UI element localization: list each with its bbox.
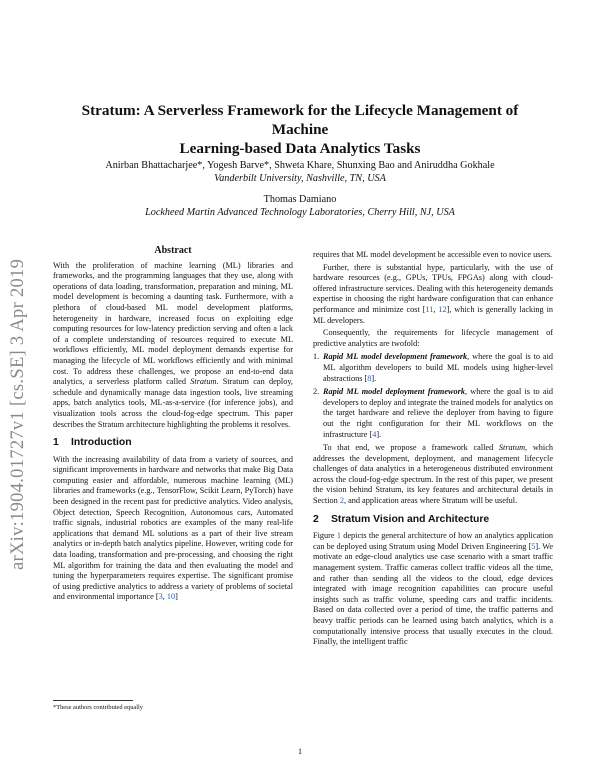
paper-title bbox=[60, 101, 540, 158]
footnote-rule bbox=[53, 700, 133, 701]
citation-link[interactable]: 3 bbox=[158, 592, 163, 602]
arxiv-stamp: arXiv:1904.01727v1 [cs.SE] 3 Apr 2019 bbox=[8, 258, 28, 570]
title-line-1: Stratum: A Serverless Framework for the Lifecycle Management of Machine bbox=[81, 102, 519, 138]
section-heading-introduction bbox=[53, 438, 293, 449]
author-block bbox=[60, 159, 540, 219]
intro-paragraph-4: Consequently, the requirements for lifecycle management of predictive analytics are twofold: bbox=[313, 328, 553, 348]
citation-link[interactable]: 10 bbox=[166, 592, 176, 602]
page-number: 1 bbox=[297, 746, 303, 756]
requirements-list bbox=[313, 352, 553, 440]
citation-link[interactable]: 4 bbox=[372, 429, 377, 439]
intro-paragraph-1: With the increasing availability of data from a variety of sources, and significant improvements in hardware and networks that make Big Data computing easier and affordable, numerous machine learning (ML) libraries and frameworks (e.g., TensorFlow, Scikit Learn, PyTorch) have been designed in the recent past for predictive analytics. Video analysis, Object detection, Speech Recognition, Autonomous cars, Automated traffic signals, industrial robotics are examples of the many real-life applications that demand ML solutions as a part of their live stream analytics or in-depth batch analytics pipeline. However, writing code for data loading, transformation and pre-processing, and choosing the right ML algorithm for training the data and then evaluating the model and tuning the hyperparameters requires expertise. The significant promise of using predictive analytics to address a variety of problems of societal and environmental importance [3, 10] bbox=[53, 454, 293, 602]
intro-paragraph-5: To that end, we propose a framework called Stratum, which addresses the development, deployment, and management lifecycle challenges of data analytics in a heterogeneous distributed environment across the cloud-fog-edge spectrum. In the rest of this paper, we present the vision behind Stratum, its key features and architectural details in Section 2, and application areas where Stratum will be useful. bbox=[313, 443, 553, 506]
section-link[interactable]: 2 bbox=[339, 496, 344, 506]
left-column bbox=[53, 246, 293, 605]
affiliation-1: Vanderbilt University, Nashville, TN, USA bbox=[214, 173, 386, 184]
intro-paragraph-3: Further, there is substantial hype, particularly, with the use of hardware resources (e.g., GPUs, TPUs, FPGAs) along with cloud-offered infrastructure services. Dealing with this heterogeneity demands expertise in choosing the right hardware configuration that can enhance performance and minimize cost [11, 12], which is generally lacking in ML developers. bbox=[313, 262, 553, 325]
figure-link[interactable]: 1 bbox=[336, 531, 341, 541]
right-column bbox=[313, 250, 553, 650]
citation-link[interactable]: 11 bbox=[425, 304, 434, 314]
section-heading-architecture bbox=[313, 515, 553, 526]
intro-paragraph-2: requires that ML model development be accessible even to novice users. bbox=[313, 250, 553, 259]
citation-link[interactable]: 12 bbox=[438, 304, 447, 314]
section-title: Introduction bbox=[71, 437, 132, 449]
list-item: 1. Rapid ML model development framework, where the goal is to aid ML algorithm developers to build ML models using higher-level abstractions [8]. bbox=[313, 352, 553, 383]
abstract-text: With the proliferation of machine learning (ML) libraries and frameworks, and the programming languages that they use, along with operations of data loading, transformation, preparation and mining, ML model development is becoming a daunting task. Furthermore, with a plethora of cloud-based ML model development platforms, heterogeneity in hardware, increased focus on exploiting edge computing resources for low-latency prediction serving and often a lack of a complete understanding of resources required to execute ML workflows efficiently, ML model deployment demands expertise for managing the lifecycle of ML workflows efficiently and with minimal cost. To address these challenges, we propose an end-to-end data analytics, a serverless platform called Stratum. Stratum can deploy, schedule and dynamically manage data ingestion tools, live streaming apps, batch analytics tools, ML-as-a-service (for inference jobs), and visualization tools across the cloud-fog-edge spectrum. This paper describes the Stratum architecture highlighting the problems it resolves. bbox=[53, 260, 293, 429]
title-line-2: Learning-based Data Analytics Tasks bbox=[179, 140, 421, 157]
section-title: Stratum Vision and Architecture bbox=[331, 513, 490, 525]
citation-link[interactable]: 8 bbox=[367, 373, 372, 383]
footnote: *These authors contributed equally bbox=[53, 704, 143, 711]
citation-link[interactable]: 5 bbox=[531, 541, 536, 551]
section-number: 1 bbox=[53, 437, 59, 449]
section-number: 2 bbox=[313, 513, 319, 525]
author-names-2: Thomas Damiano bbox=[263, 194, 337, 205]
affiliation-2: Lockheed Martin Advanced Technology Laboratories, Cherry Hill, NJ, USA bbox=[145, 207, 455, 218]
abstract-heading: Abstract bbox=[154, 245, 192, 256]
architecture-paragraph: Figure 1 depicts the general architecture of how an analytics application can be deployed using Stratum using Model Driven Engineering [5]. We motivate an edge-cloud analytics use case scenario with a smart traffic management system. Traffic cameras collect traffic videos all the time, and rather than sending all the videos to the cloud, edge devices integrated with image recognition capabilities can procure useful insights such as traffic volume, speeding cars and traffic incidents. Based on data collected over a period of time, the traffic patterns and heavy traffic periods can be learned using batch analytics, which is a computationally intensive process that usually executes in the cloud. Finally, the intelligent traffic bbox=[313, 531, 553, 647]
list-item: 2. Rapid ML model deployment framework, where the goal is to aid developers to deploy and integrate the trained models for analytics on the target hardware and relieve the deployer from having to figure out the right configuration for their ML workflows on the infrastructure [4]. bbox=[313, 387, 554, 439]
author-names-1: Anirban Bhattacharjee*, Yogesh Barve*, Shweta Khare, Shunxing Bao and Aniruddha Gokhale bbox=[105, 160, 495, 171]
